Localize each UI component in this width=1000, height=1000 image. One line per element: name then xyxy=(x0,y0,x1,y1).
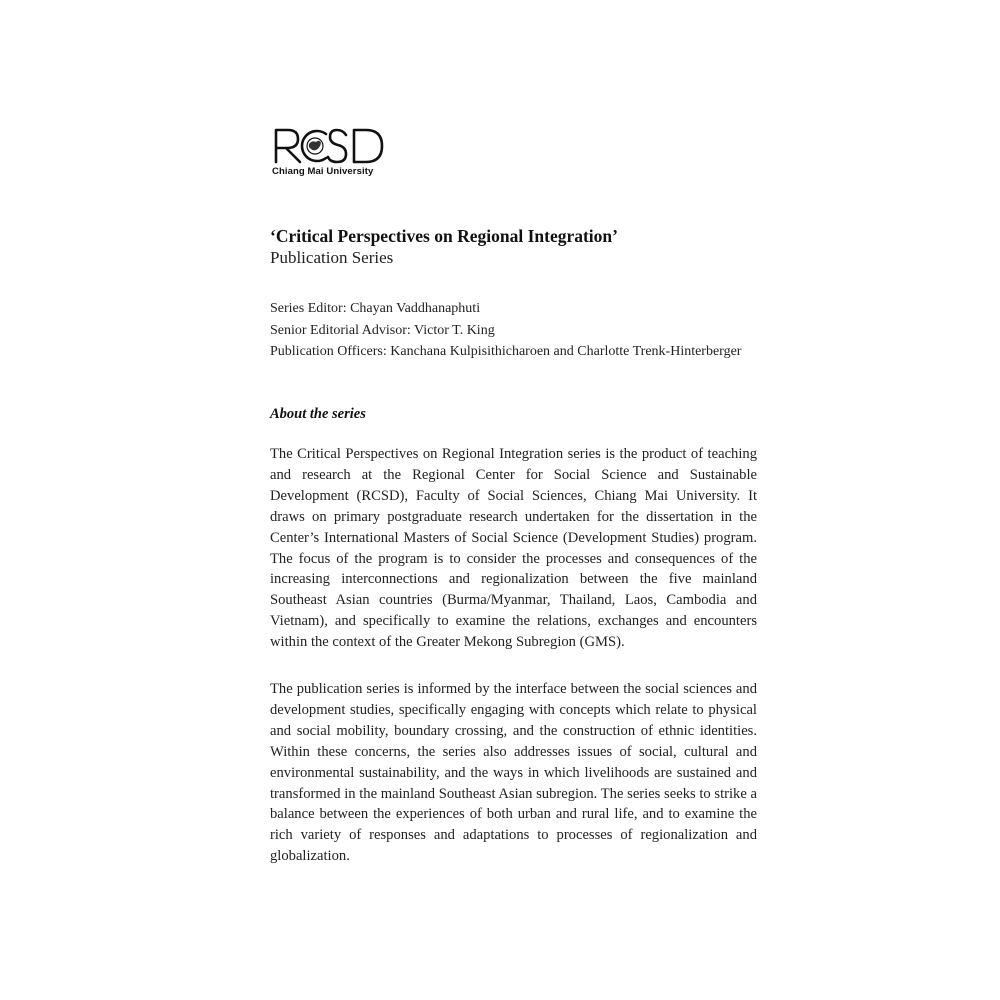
series-subtitle: Publication Series xyxy=(270,248,394,267)
about-paragraph-2: The publication series is informed by the interface between the social sciences and development studies, specifically engaging with concepts which relate to physical and social mobility, boundary crossing, and the construction of ethnic identities. Within these concerns, the series also addresses issues of social, cultural and environmental sustainability, and the ways in which livelihoods are sustained and transformed in the mainland Southeast Asian subregion. The series seeks to strike a balance between the experiences of both urban and rural life, and to examine the rich variety of responses and adaptations to processes of regionalization and globalization. xyxy=(270,681,757,865)
series-title-block xyxy=(270,225,750,269)
rcsd-logo xyxy=(272,124,392,180)
editorial-credits xyxy=(270,298,790,363)
about-series-heading: About the series xyxy=(270,406,366,422)
senior-editorial-advisor-line: Senior Editorial Advisor: Victor T. King xyxy=(270,322,495,338)
publication-officers-line: Publication Officers: Kanchana Kulpisithicharoen and Charlotte Trenk-Hinterberger xyxy=(270,344,742,359)
about-paragraph-1: The Critical Perspectives on Regional Integration series is the product of teaching and research at the Regional Center for Social Science and Sustainable Development (RCSD), Faculty of Social Sciences, Chiang Mai University. It draws on primary postgraduate research undertaken for the dissertation in the Center’s International Masters of Social Science (Development Studies) program. The focus of the program is to consider the processes and consequences of the increasing interconnections and regionalization between the five mainland Southeast Asian countries (Burma/Myanmar, Thailand, Laos, Cambodia and Vietnam), and specifically to examine the relations, exchanges and encounters within the context of the Greater Mekong Subregion (GMS). xyxy=(270,446,757,651)
series-editor-line: Series Editor: Chayan Vaddhanaphuti xyxy=(270,301,481,316)
rcsd-logo-mark xyxy=(272,124,392,166)
series-title: ‘Critical Perspectives on Regional Integration’ xyxy=(270,226,618,246)
logo-institution-label: Chiang Mai University xyxy=(272,166,374,177)
